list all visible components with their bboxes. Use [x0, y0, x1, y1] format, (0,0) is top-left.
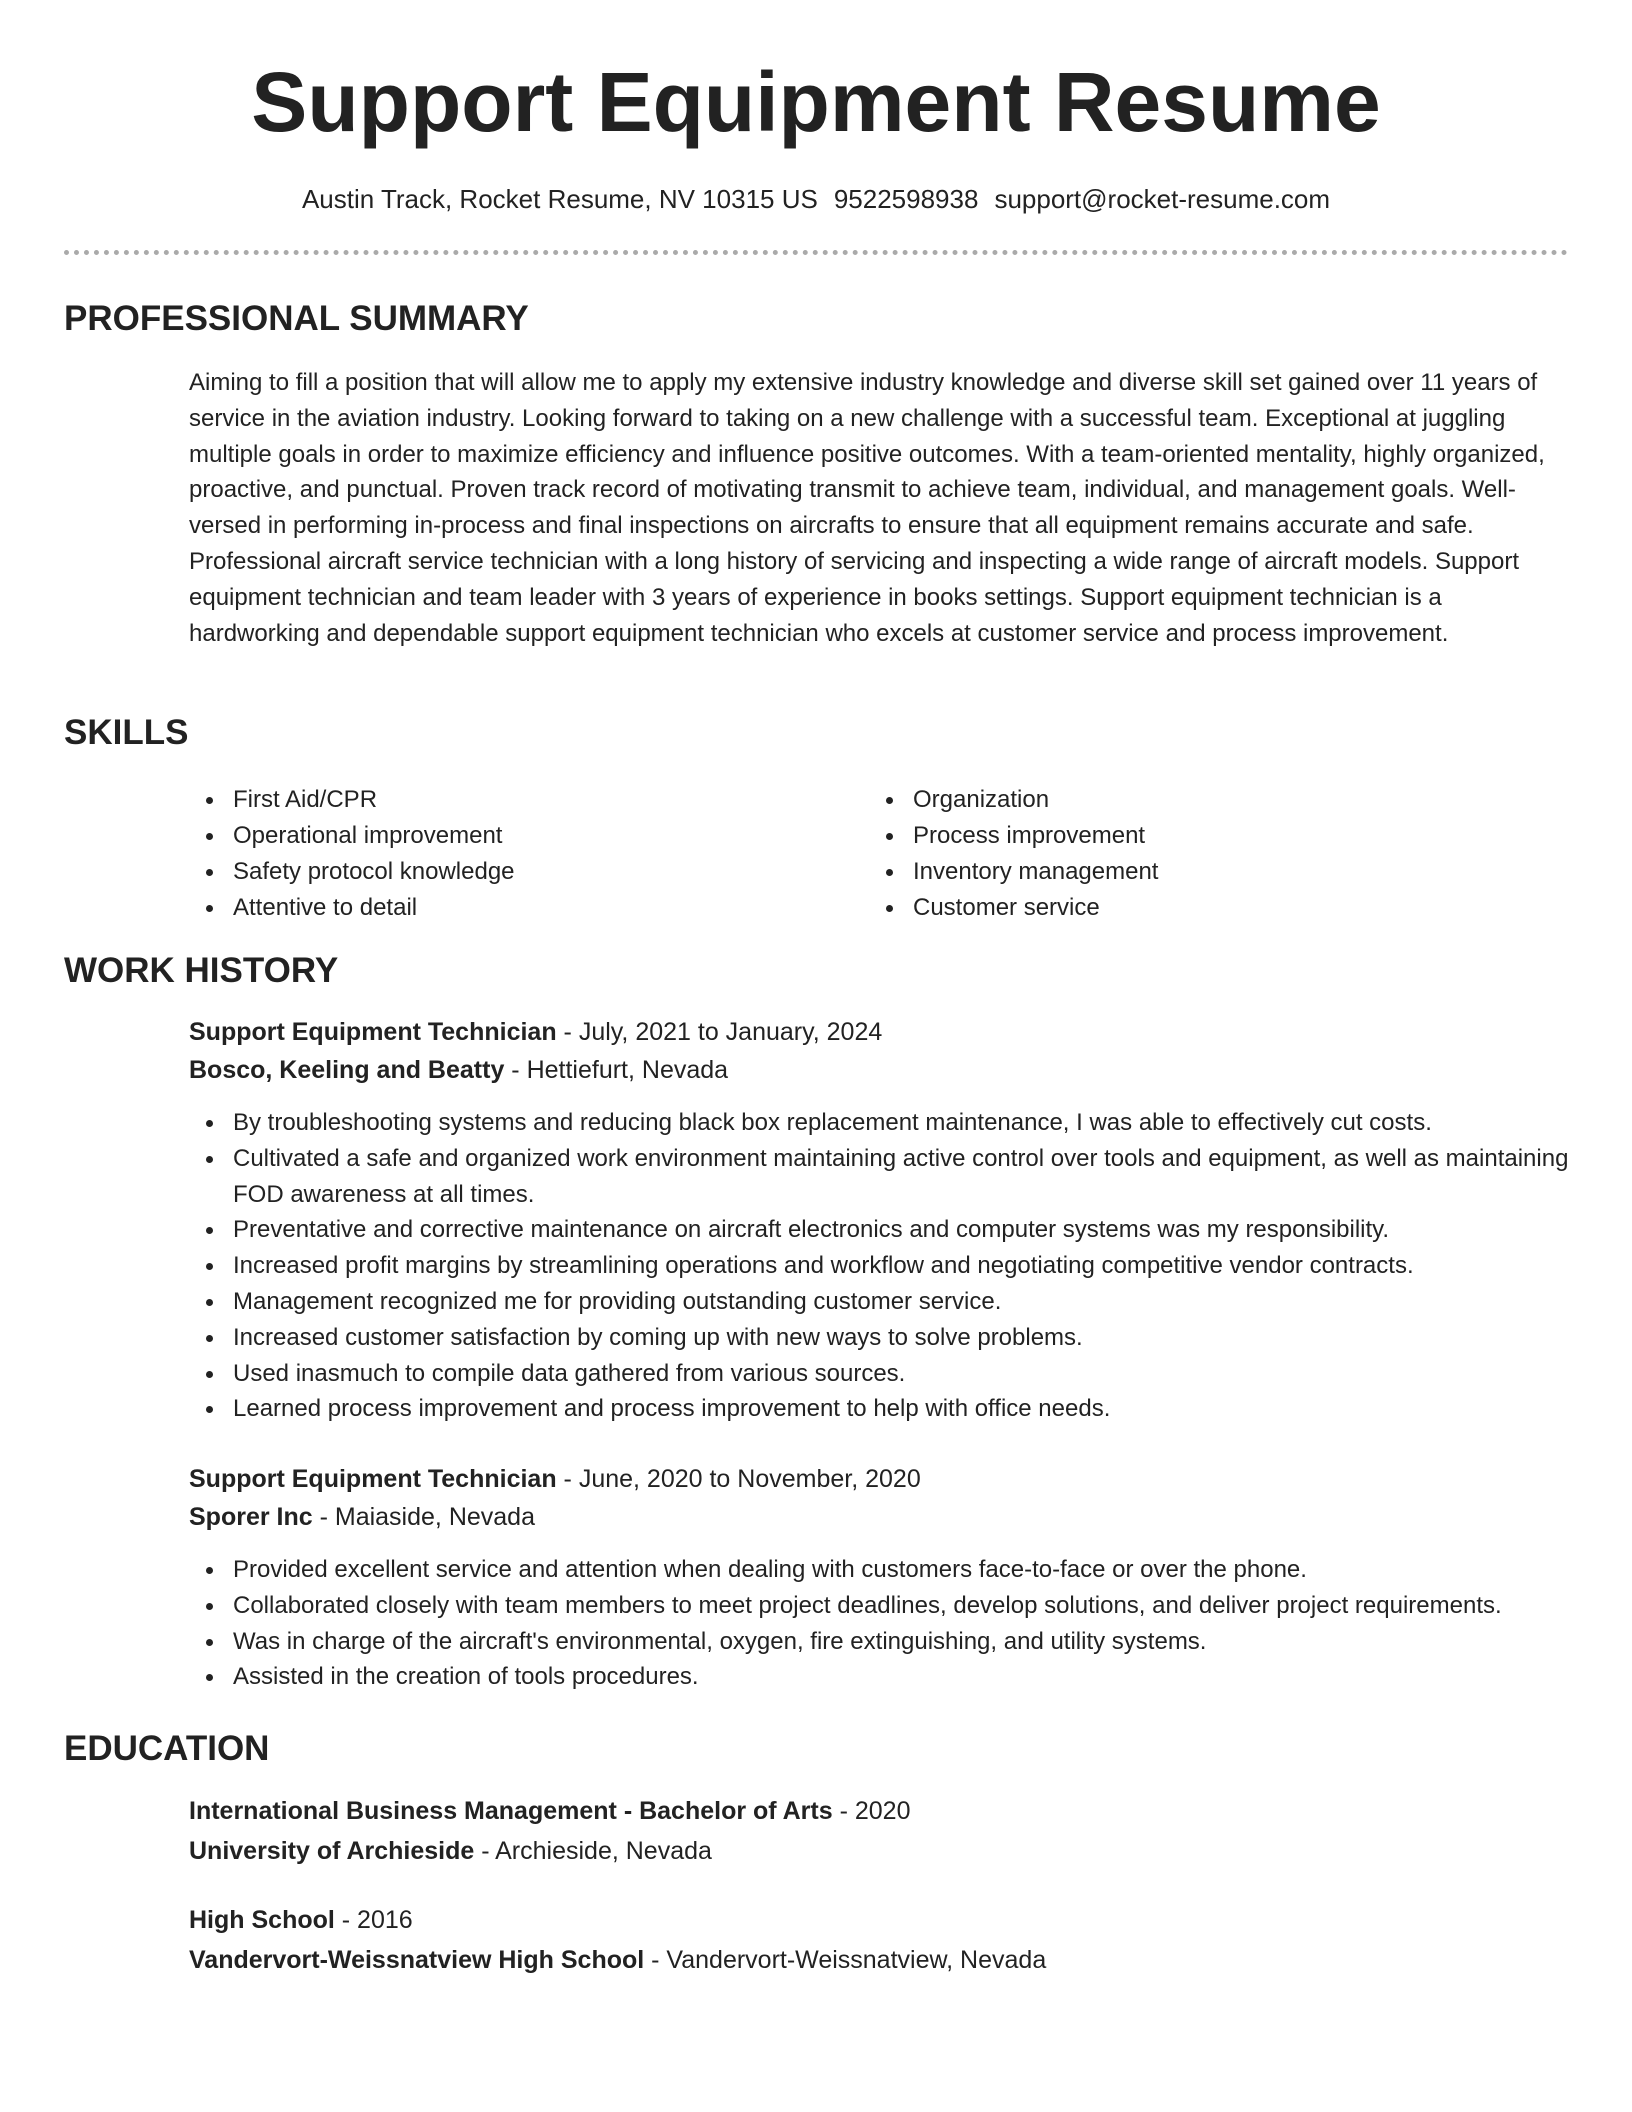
education-degree-line [189, 1791, 1569, 1831]
education-year: - 2020 [832, 1797, 911, 1825]
job-title: Support Equipment Technician [189, 1465, 557, 1493]
skill-item: Organization [869, 782, 1549, 818]
education-location: - Archieside, Nevada [474, 1837, 712, 1865]
skills-list [189, 782, 1569, 926]
contact-email: support@rocket-resume.com [994, 184, 1331, 214]
skill-item: Customer service [869, 890, 1549, 926]
job-dates: - June, 2020 to November, 2020 [556, 1465, 921, 1493]
job-duties [189, 1552, 1569, 1695]
job-location: - Maiaside, Nevada [312, 1503, 535, 1531]
education-school-line [189, 1831, 1569, 1871]
job-location: - Hettiefurt, Nevada [504, 1056, 729, 1084]
duty-item: Cultivated a safe and organized work environment maintaining active control over tools and equipment, as well as maintaining FOD awareness at all times. [189, 1141, 1569, 1213]
education-entry [189, 1791, 1569, 1871]
job-duties [189, 1105, 1569, 1427]
skills-column-left [189, 782, 869, 926]
duty-item: Provided excellent service and attention when dealing with customers face-to-face or over the phone. [189, 1552, 1569, 1588]
contact-line [0, 181, 1632, 217]
duty-item: Learned process improvement and process improvement to help with office needs. [189, 1391, 1569, 1427]
job-entry [189, 1013, 1569, 1427]
duty-item: Preventative and corrective maintenance on aircraft electronics and computer systems was my responsibility. [189, 1212, 1569, 1248]
summary-heading: PROFESSIONAL SUMMARY [64, 299, 529, 338]
education-degree: International Business Management - Bachelor of Arts [189, 1797, 833, 1825]
skills-column-right [869, 782, 1549, 926]
contact-address: Austin Track, Rocket Resume, NV 10315 US [301, 184, 818, 214]
job-title-line [189, 1460, 1569, 1498]
duty-item: Management recognized me for providing outstanding customer service. [189, 1284, 1569, 1320]
job-company-line [189, 1051, 1569, 1089]
resume-title: Support Equipment Resume [251, 55, 1381, 149]
duty-item: Was in charge of the aircraft's environmental, oxygen, fire extinguishing, and utility systems. [189, 1624, 1569, 1660]
education-degree-line [189, 1900, 1569, 1940]
job-company: Bosco, Keeling and Beatty [189, 1056, 505, 1084]
work-history-heading: WORK HISTORY [64, 951, 339, 990]
job-entry [189, 1460, 1569, 1695]
education-school-line [189, 1940, 1569, 1980]
skill-item: Inventory management [869, 854, 1549, 890]
education-entry [189, 1900, 1569, 1980]
job-dates: - July, 2021 to January, 2024 [556, 1018, 883, 1046]
job-title: Support Equipment Technician [189, 1018, 557, 1046]
duty-item: Used inasmuch to compile data gathered from various sources. [189, 1356, 1569, 1392]
education-school: Vandervort-Weissnatview High School [189, 1946, 645, 1974]
job-company: Sporer Inc [189, 1503, 313, 1531]
duty-item: Assisted in the creation of tools procedures. [189, 1659, 1569, 1695]
summary-text: Aiming to fill a position that will allow me to apply my extensive industry knowledge and diverse skill set gained over 11 years of service in the aviation industry. Looking forward to taking on a new challenge with a successful team. Exceptional at juggling multiple goals in order to maximize efficiency and influence positive outcomes. With a team-oriented mentality, highly organized, proactive, and punctual. Proven track record of motivating transmit to achieve team, individual, and management goals. Well-versed in performing in-process and final inspections on aircrafts to ensure that all equipment remains accurate and safe. Professional aircraft service technician with a long history of servicing and inspecting a wide range of aircraft models. Support equipment technician and team leader with 3 years of experience in books settings. Support equipment technician is a hardworking and dependable support equipment technician who excels at customer service and process improvement. [189, 369, 1545, 647]
education-location: - Vandervort-Weissnatview, Nevada [644, 1946, 1047, 1974]
education-degree: High School [189, 1906, 335, 1934]
education-heading: EDUCATION [64, 1729, 270, 1768]
header-divider [64, 250, 1568, 255]
skill-item: Process improvement [869, 818, 1549, 854]
duty-item: Increased customer satisfaction by coming up with new ways to solve problems. [189, 1320, 1569, 1356]
job-company-line [189, 1498, 1569, 1536]
contact-phone: 9522598938 [833, 184, 979, 214]
duty-item: Collaborated closely with team members to meet project deadlines, develop solutions, and deliver project requirements. [189, 1588, 1569, 1624]
skill-item: Operational improvement [189, 818, 869, 854]
skill-item: Attentive to detail [189, 890, 869, 926]
education-year: - 2016 [334, 1906, 413, 1934]
skill-item: First Aid/CPR [189, 782, 869, 818]
duty-item: By troubleshooting systems and reducing black box replacement maintenance, I was able to effectively cut costs. [189, 1105, 1569, 1141]
skills-heading: SKILLS [64, 713, 189, 752]
job-title-line [189, 1013, 1569, 1051]
skill-item: Safety protocol knowledge [189, 854, 869, 890]
duty-item: Increased profit margins by streamlining operations and workflow and negotiating competitive vendor contracts. [189, 1248, 1569, 1284]
education-school: University of Archieside [189, 1837, 475, 1865]
